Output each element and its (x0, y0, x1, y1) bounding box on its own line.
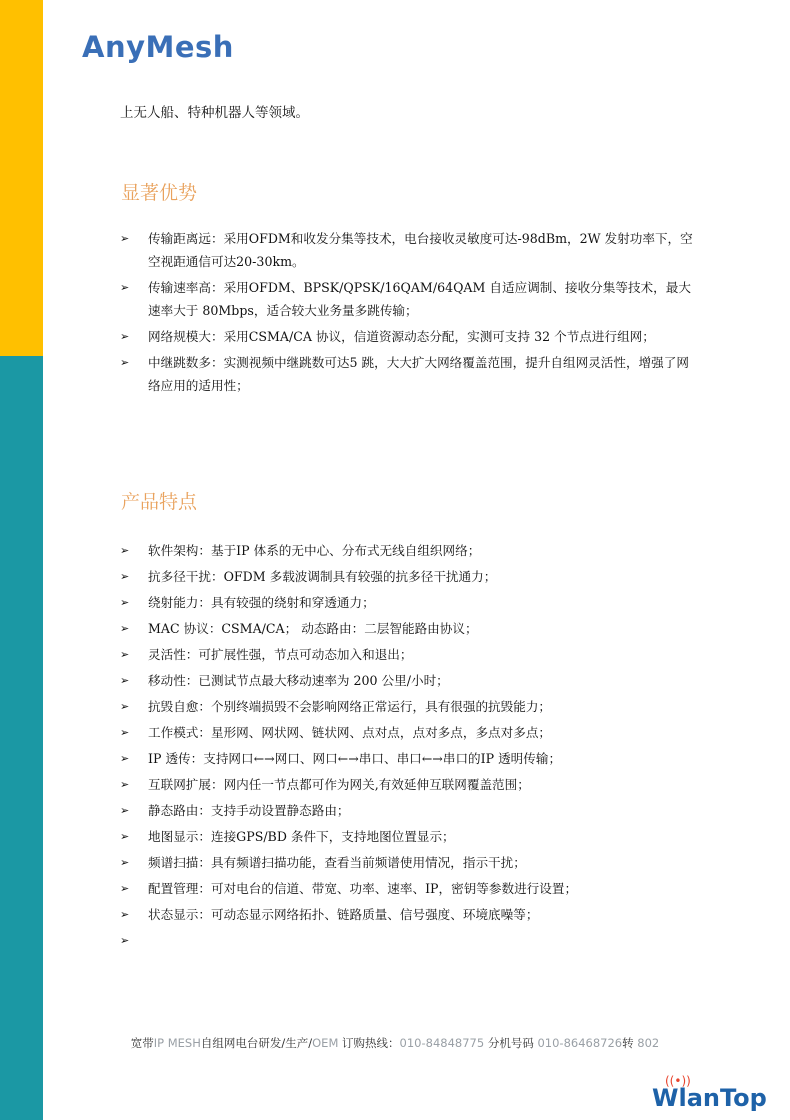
chevron-right-icon: ➢ (120, 856, 130, 869)
chevron-right-icon: ➢ (120, 330, 130, 343)
list-item: ➢ 配置管理：可对电台的信道、带宽、功率、速率、IP，密钥等参数进行设置； (120, 878, 695, 904)
features-list (120, 540, 695, 956)
list-item (120, 930, 695, 956)
chevron-right-icon: ➢ (120, 778, 130, 791)
advantages-list (120, 227, 695, 400)
list-item: ➢ 抗多径干扰：OFDM 多载波调制具有较强的抗多径干扰通力； (120, 566, 695, 592)
list-item: ➢ 抗毁自愈：个别终端损毁不会影响网络正常运行，具有很强的抗毁能力； (120, 696, 695, 722)
chevron-right-icon: ➢ (120, 622, 130, 635)
list-item: ➢ 中继跳数多：实测视频中继跳数可达5 跳，大大扩大网络覆盖范围，提升自组网灵活性，增强了网络应用的适用性； (120, 351, 695, 397)
list-item: ➢ 互联网扩展：网内任一节点都可作为网关,有效延伸互联网覆盖范围； (120, 774, 695, 800)
anymesh-logo: AnyMesh (82, 30, 234, 64)
intro-line: 上无人船、特种机器人等领域。 (120, 105, 309, 121)
signal-icon: ((•)) (665, 1074, 691, 1088)
chevron-right-icon: ➢ (120, 281, 130, 294)
chevron-right-icon: ➢ (120, 544, 130, 557)
list-item: ➢ 静态路由：支持手动设置静态路由； (120, 800, 695, 826)
list-item: ➢ 传输距离远：采用OFDM和收发分集等技术，电台接收灵敏度可达-98dBm，2W 发射功率下，空空视距通信可达20-30km。 (120, 227, 695, 273)
list-item: ➢ 状态显示：可动态显示网络拓扑、链路质量、信号强度、环境底噪等； (120, 904, 695, 930)
chevron-right-icon: ➢ (120, 830, 130, 843)
list-item: ➢ 绕射能力：具有较强的绕射和穿透通力； (120, 592, 695, 618)
wlantop-logo: WlanTop (652, 1084, 767, 1112)
chevron-right-icon: ➢ (120, 804, 130, 817)
footer-contact: 宽带IP MESH自组网电台研发/生产/OEM 订购热线：010-84848775 分机号码 010-86468726转 802 (130, 1036, 660, 1050)
list-item: ➢ 工作模式：星形网、网状网、链状网、点对点，点对多点，多点对多点； (120, 722, 695, 748)
list-item: ➢ 灵活性：可扩展性强，节点可动态加入和退出； (120, 644, 695, 670)
list-item: ➢ 软件架构：基于IP 体系的无中心、分布式无线自组织网络； (120, 540, 695, 566)
list-item: ➢ MAC 协议：CSMA/CA； 动态路由：二层智能路由协议； (120, 618, 695, 644)
chevron-right-icon: ➢ (120, 882, 130, 895)
chevron-right-icon: ➢ (120, 570, 130, 583)
chevron-right-icon: ➢ (120, 356, 130, 369)
chevron-right-icon: ➢ (120, 726, 130, 739)
list-item: ➢ 地图显示：连接GPS/BD 条件下，支持地图位置显示； (120, 826, 695, 852)
list-item: ➢ 网络规模大：采用CSMA/CA 协议，信道资源动态分配，实测可支持 32 个节点进行组网； (120, 325, 695, 348)
chevron-right-icon: ➢ (120, 596, 130, 609)
chevron-right-icon: ➢ (120, 908, 130, 921)
chevron-right-icon: ➢ (120, 232, 130, 245)
sidebar-yellow-band (0, 0, 43, 356)
features-title: 产品特点 (121, 491, 198, 513)
sidebar-teal-band (0, 356, 43, 1120)
list-item: ➢ 传输速率高：采用OFDM、BPSK/QPSK/16QAM/64QAM 自适应调制、接收分集等技术，最大速率大于 80Mbps，适合较大业务量多跳传输； (120, 276, 695, 322)
chevron-right-icon: ➢ (120, 752, 130, 765)
chevron-right-icon: ➢ (120, 648, 130, 661)
chevron-right-icon: ➢ (120, 674, 130, 687)
chevron-right-icon: ➢ (120, 700, 130, 713)
chevron-right-icon: ➢ (120, 934, 130, 947)
advantages-title: 显著优势 (121, 182, 198, 204)
list-item: ➢ IP 透传：支持网口←→网口、网口←→串口、串口←→串口的IP 透明传输； (120, 748, 695, 774)
list-item: ➢ 频谱扫描：具有频谱扫描功能，查看当前频谱使用情况，指示干扰； (120, 852, 695, 878)
list-item: ➢ 移动性：已测试节点最大移动速率为 200 公里/小时； (120, 670, 695, 696)
